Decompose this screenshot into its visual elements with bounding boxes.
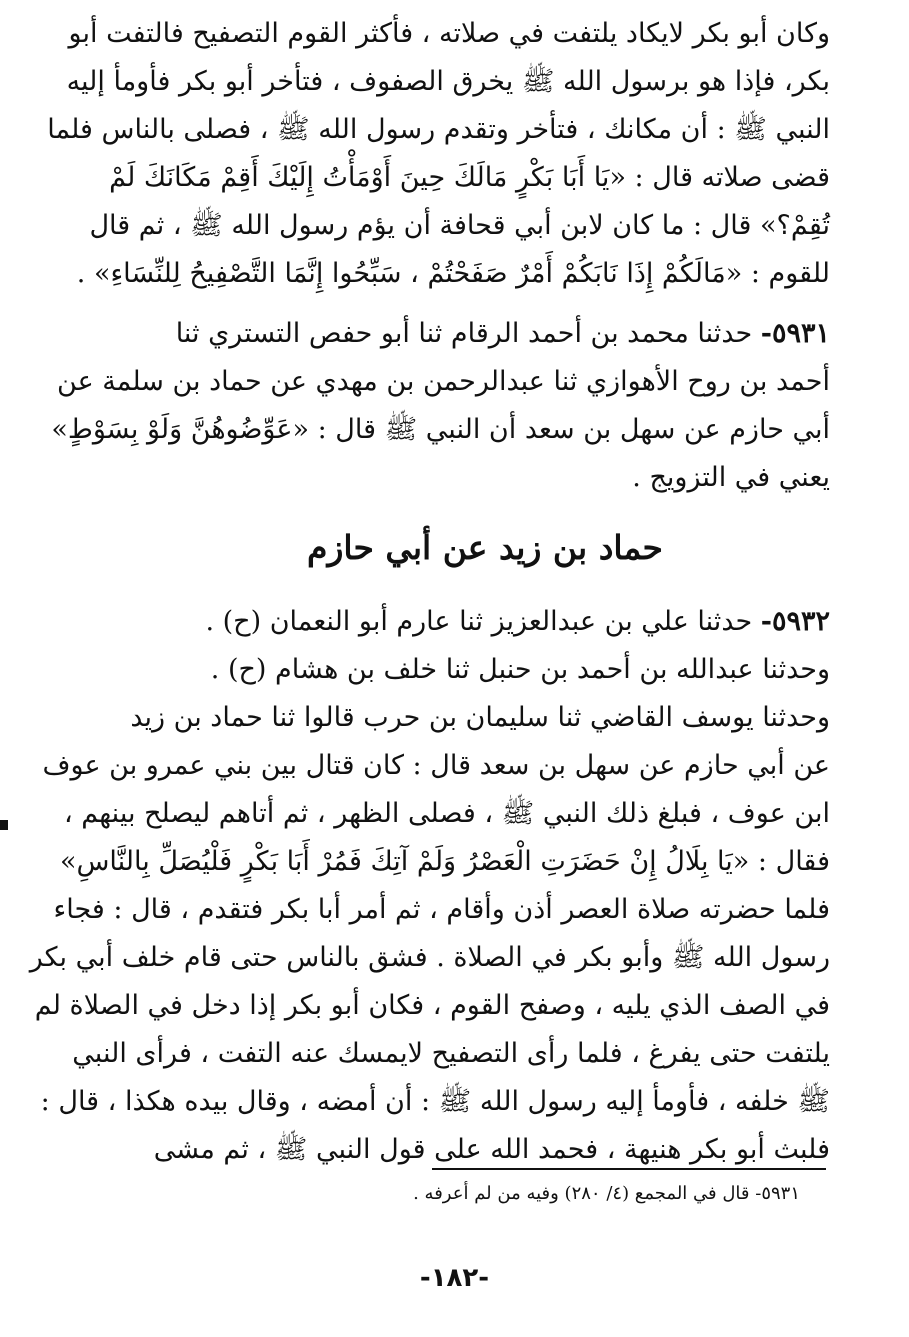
section-heading: حماد بن زيد عن أبي حازم xyxy=(307,528,663,567)
text-line: وحدثنا عبدالله بن أحمد بن حنبل ثنا خلف بن هشام (ح) . xyxy=(210,654,830,685)
text-line: فلما حضرته صلاة العصر أذن وأقام ، ثم أمر أبا بكر فتقدم ، قال : فجاء xyxy=(53,894,830,925)
text-line: فلبث أبو بكر هنيهة ، فحمد الله على قول النبي ﷺ ، ثم مشى xyxy=(153,1134,830,1165)
text-line: ﷺ خلفه ، فأومأ إليه رسول الله ﷺ : أن أمضه ، وقال بيده هكذا ، قال : xyxy=(40,1086,830,1117)
text-line: أحمد بن روح الأهوازي ثنا عبدالرحمن بن مهدي عن حماد بن سلمة عن xyxy=(57,366,830,397)
text-line: ابن عوف ، فبلغ ذلك النبي ﷺ ، فصلى الظهر ، ثم أتاهم ليصلح بينهم ، xyxy=(63,798,830,829)
hadith-5932-first-line xyxy=(140,598,830,646)
text-line: عن أبي حازم عن سهل بن سعد قال : كان قتال بين بني عمرو بن عوف xyxy=(42,750,830,781)
text-line: في الصف الذي يليه ، وصفح القوم ، فكان أبو بكر إذا دخل في الصلاة لم xyxy=(34,990,830,1021)
text-line: أبي حازم عن سهل بن سعد أن النبي ﷺ قال : «عَوِّضُوهُنَّ وَلَوْ بِسَوْطٍ» xyxy=(51,414,830,445)
footnote: ٥٩٣١- قال في المجمع (٤/ ٢٨٠) وفيه من لم أعرفه . xyxy=(413,1183,800,1204)
text-line: للقوم : «مَالَكُمْ إِذَا نَابَكُمْ أَمْرٌ صَفَحْتُمْ ، سَبِّحُوا إِنَّمَا التَّصْفِيحُ لِلنِّسَاءِ» . xyxy=(76,258,830,289)
text-line: فقال : «يَا بِلَالُ إِنْ حَضَرَتِ الْعَصْرُ وَلَمْ آتِكَ فَمُرْ أَبَا بَكْرٍ فَلْيُصَلِّ بِالنَّاسِ» xyxy=(59,846,830,877)
text-line: تُقِمْ؟» قال : ما كان لابن أبي قحافة أن يؤم رسول الله ﷺ ، ثم قال xyxy=(89,210,830,241)
page-number: -١٨٢- xyxy=(419,1263,490,1293)
footnote-divider xyxy=(432,1168,826,1170)
hadith-5931-first-line xyxy=(140,310,830,358)
text-line: يلتفت حتى يفرغ ، فلما رأى التصفيح لايمسك عنه التفت ، فرأى النبي xyxy=(72,1038,830,1069)
text-line: النبي ﷺ : أن مكانك ، فتأخر وتقدم رسول الله ﷺ ، فصلى بالناس فلما xyxy=(47,114,830,145)
text-segment: حدثنا علي بن عبدالعزيز ثنا عارم أبو النعمان (ح) . xyxy=(205,606,761,637)
text-segment: حدثنا محمد بن أحمد الرقام ثنا أبو حفص التستري ثنا xyxy=(175,318,761,349)
text-line: يعني في التزويج . xyxy=(632,462,830,493)
text-line: وكان أبو بكر لايكاد يلتفت في صلاته ، فأكثر القوم التصفيح فالتفت أبو xyxy=(68,18,830,49)
text-line: رسول الله ﷺ وأبو بكر في الصلاة . فشق بالناس حتى قام خلف أبي بكر xyxy=(29,942,830,973)
hadith-number: ٥٩٣٢- xyxy=(760,606,830,637)
text-line: بكر، فإذا هو برسول الله ﷺ يخرق الصفوف ، فتأخر أبو بكر فأومأ إليه xyxy=(66,66,830,97)
text-line: قضى صلاته قال : «يَا أَبَا بَكْرٍ مَالَكَ حِينَ أَوْمَأْتُ إِلَيْكَ أَقِمْ مَكَانَكَ لَمْ xyxy=(109,162,830,193)
hadith-number: ٥٩٣١- xyxy=(760,318,830,349)
scan-edge-mark xyxy=(0,820,8,830)
text-line: وحدثنا يوسف القاضي ثنا سليمان بن حرب قالوا ثنا حماد بن زيد xyxy=(130,702,830,733)
main-text xyxy=(29,10,830,1174)
